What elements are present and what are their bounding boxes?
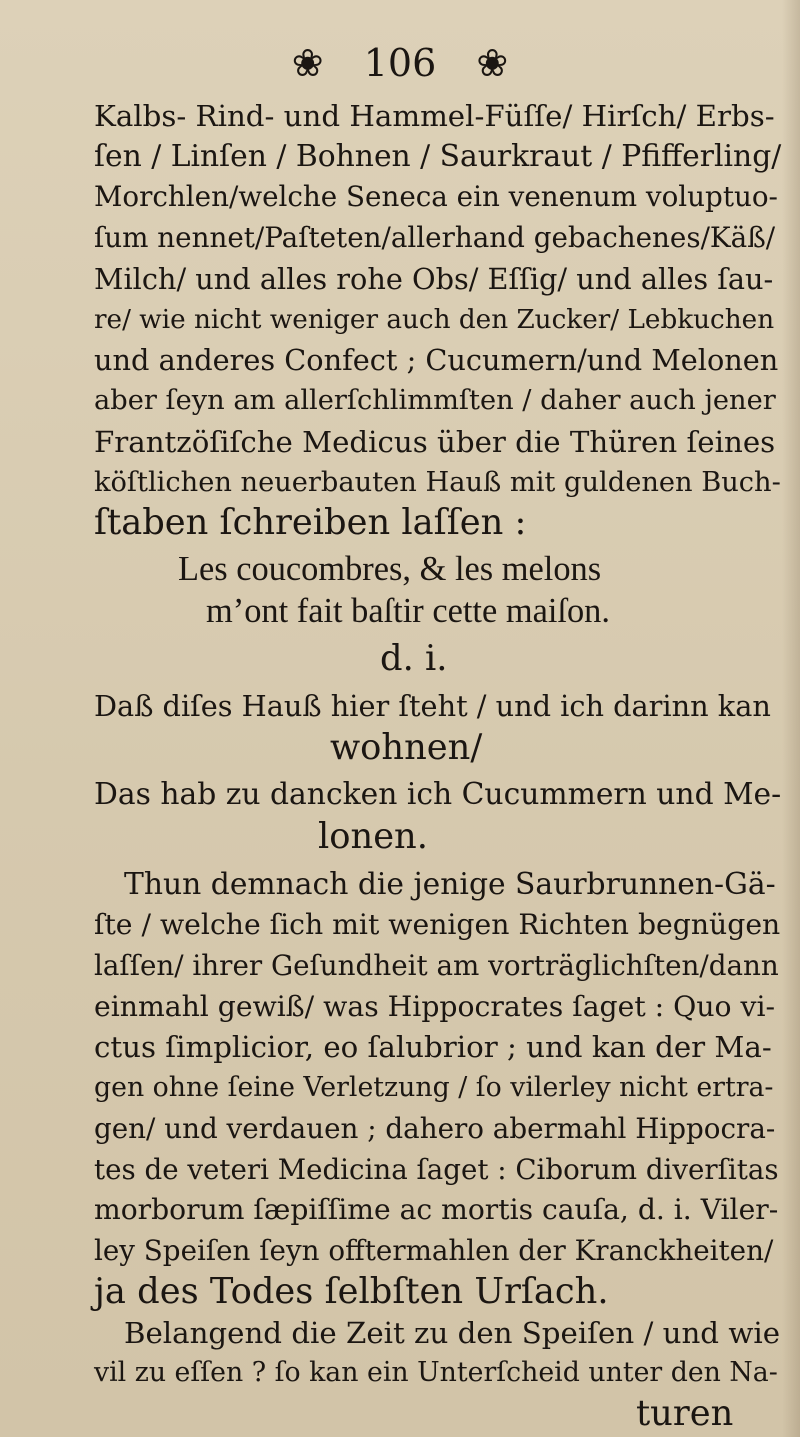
verse-line: Daß diſes Hauß hier ſteht / und ich darinn kan	[94, 689, 771, 724]
catchword: turen	[636, 1393, 734, 1434]
text-line: ctus ſimplicior, eo ſalubrior ; und kan der Ma-	[94, 1030, 772, 1065]
text-line: ſen / Linſen / Bohnen / Saurkraut / Pfifferling/	[94, 138, 782, 174]
text-line: Morchlen/welche Seneca ein venenum voluptuo-	[94, 180, 778, 214]
translation-marker: d. i.	[380, 637, 448, 679]
text-line: gen ohne ſeine Verletzung / ſo vilerley nicht ertra-	[94, 1072, 774, 1104]
text-line: ja des Todes ſelbſten Urſach.	[94, 1270, 609, 1312]
text-line: laſſen/ ihrer Geſundheit am vorträglichſten/dann	[94, 948, 779, 982]
text-line: re/ wie nicht weniger auch den Zucker/ Lebkuchen	[94, 304, 775, 335]
page-edge-shadow	[782, 0, 800, 1437]
text-line: Frantzöſiſche Medicus über die Thüren ſeines	[94, 424, 776, 459]
page-header	[0, 38, 800, 88]
text-line: und anderes Confect ; Cucumern/und Melonen	[94, 343, 779, 378]
text-line: ſtaben ſchreiben laſſen :	[94, 502, 527, 544]
text-line: köſtlichen neuerbauten Hauß mit guldenen Buch-	[94, 466, 781, 498]
text-line: vil zu eſſen ? ſo kan ein Unterſcheid unter den Na-	[94, 1357, 778, 1389]
text-line: morborum ſæpiſſime ac mortis cauſa, d. i. Viler-	[94, 1193, 779, 1227]
right-ornament: ❀	[476, 41, 509, 85]
verse-line: lonen.	[318, 815, 428, 857]
text-line: einmahl gewiß/ was Hippocrates ſaget : Quo vi-	[94, 989, 776, 1023]
text-line: Belangend die Zeit zu den Speiſen / und wie	[124, 1315, 781, 1350]
text-line: tes de veteri Medicina ſaget : Ciborum diverſitas	[94, 1152, 779, 1186]
verse-line: wohnen/	[330, 726, 483, 768]
text-line: aber ſeyn am allerſchlimmſten / daher auch jener	[94, 385, 776, 417]
text-line: ſum nennet/Paſteten/allerhand gebachenes/Käß/	[94, 221, 776, 255]
text-line: Thun demnach die jenige Saurbrunnen-Gä-	[124, 866, 776, 902]
text-line: Milch/ und alles rohe Obs/ Eſſig/ und alles ſau-	[94, 261, 774, 296]
text-line: ley Speiſen ſeyn offtermahlen der Kranckheiten/	[94, 1234, 774, 1268]
text-line: Kalbs- Rind- und Hammel-Füſſe/ Hirſch/ Erbs-	[94, 99, 775, 133]
text-line: gen/ und verdauen ; dahero abermahl Hippocra-	[94, 1111, 776, 1145]
french-verse-line: m’ont fait baſtir cette maiſon.	[206, 591, 610, 630]
page-number: 106	[363, 41, 437, 85]
left-ornament: ❀	[291, 41, 324, 85]
french-verse-line: Les coucombres, & les melons	[178, 550, 602, 589]
verse-line: Das hab zu dancken ich Cucummern und Me-	[94, 777, 782, 813]
text-line: ſte / welche ſich mit wenigen Richten begnügen	[94, 908, 781, 942]
